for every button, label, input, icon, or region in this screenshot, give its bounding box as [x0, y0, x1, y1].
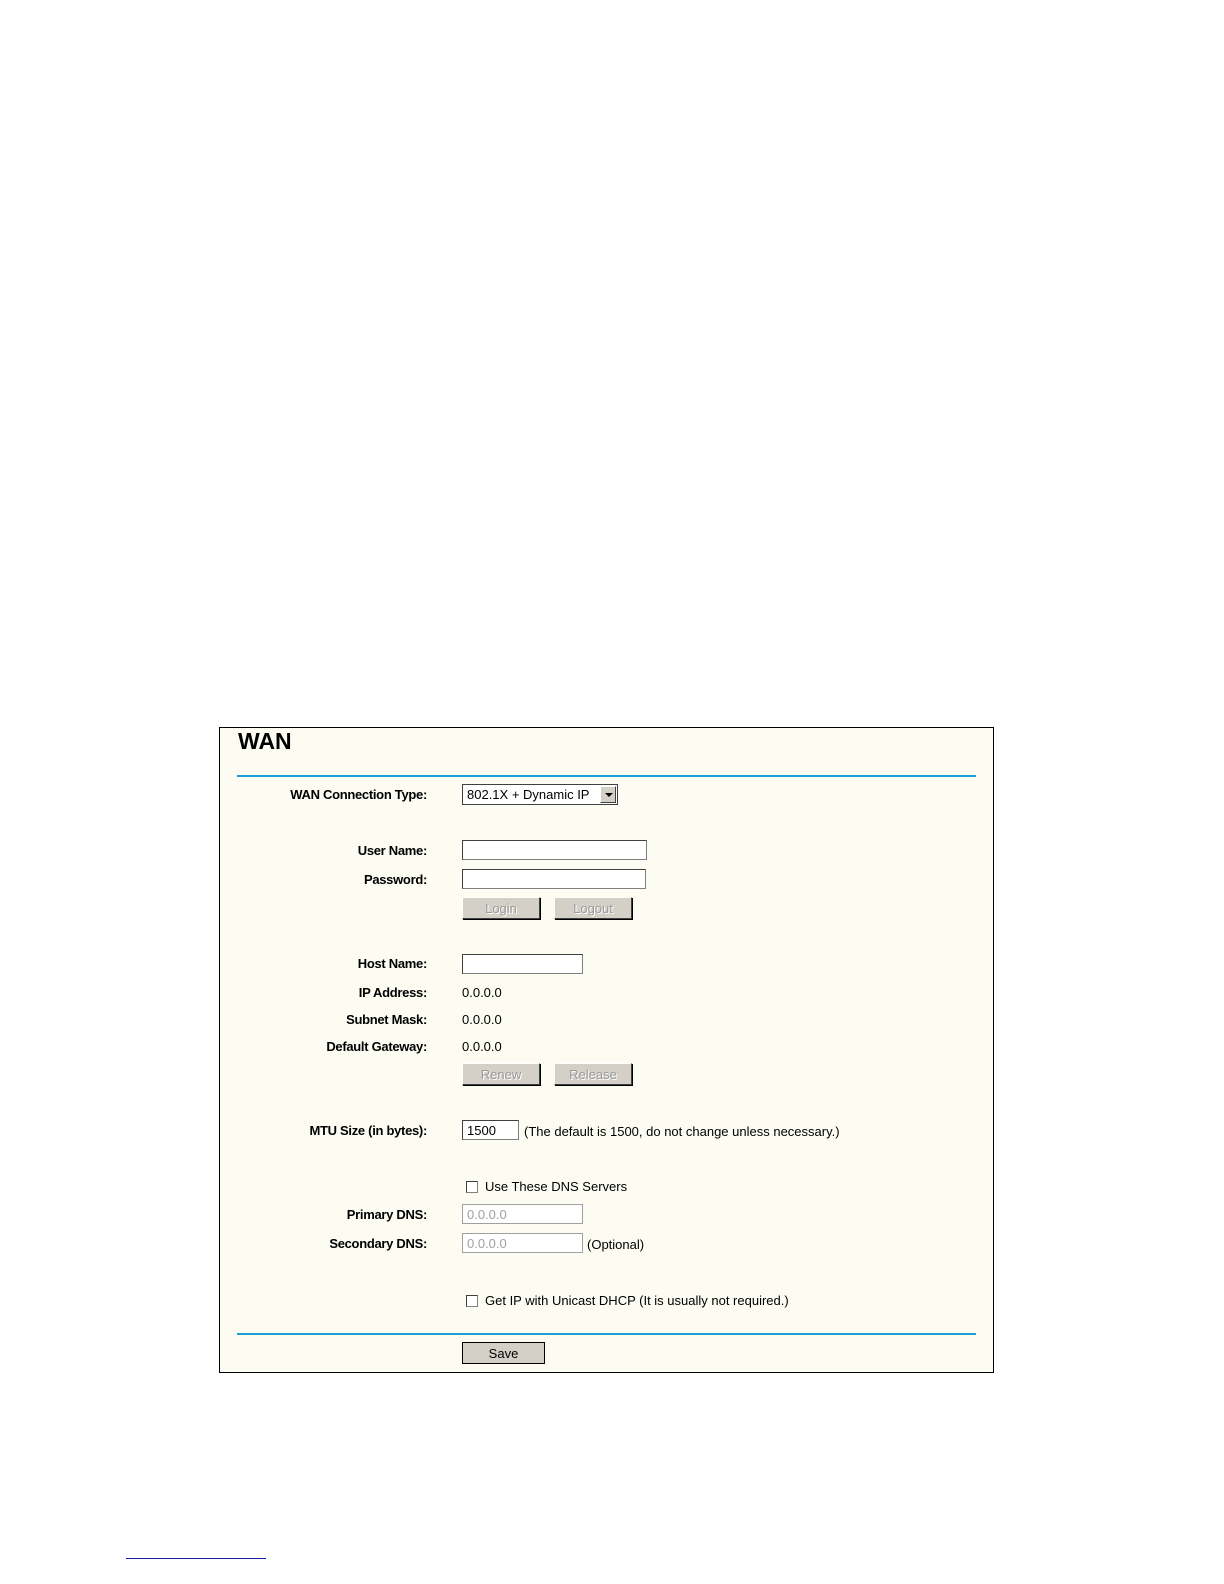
- page-title: WAN: [238, 728, 292, 754]
- subnet-mask-label: Subnet Mask:: [346, 1012, 427, 1027]
- connection-type-label: WAN Connection Type:: [290, 787, 427, 802]
- secondary-dns-input[interactable]: [462, 1233, 583, 1253]
- wan-panel: [219, 727, 994, 1373]
- password-label: Password:: [363, 872, 427, 887]
- primary-dns-input[interactable]: [462, 1204, 583, 1224]
- use-dns-label: Use These DNS Servers: [485, 1179, 628, 1194]
- renew-button[interactable]: Renew: [462, 1063, 540, 1085]
- connection-type-value: 802.1X + Dynamic IP: [467, 787, 590, 802]
- unicast-dhcp-label: Get IP with Unicast DHCP (It is usually not required.): [485, 1293, 789, 1308]
- default-gateway-label: Default Gateway:: [326, 1039, 427, 1054]
- password-input[interactable]: [462, 869, 646, 889]
- secondary-dns-label: Secondary DNS:: [329, 1236, 427, 1251]
- footnote-divider: [126, 1558, 266, 1559]
- logout-button[interactable]: Logout: [554, 897, 632, 919]
- host-name-label: Host Name:: [357, 956, 427, 971]
- host-name-input[interactable]: [462, 954, 583, 974]
- unicast-dhcp-checkbox[interactable]: [466, 1295, 478, 1307]
- release-button[interactable]: Release: [554, 1063, 632, 1085]
- ip-address-label: IP Address:: [358, 985, 427, 1000]
- bottom-divider: [237, 1333, 976, 1335]
- ip-address-value: 0.0.0.0: [462, 985, 502, 1000]
- mtu-input[interactable]: [462, 1120, 519, 1140]
- login-button[interactable]: Login: [462, 897, 540, 919]
- chevron-down-icon[interactable]: [600, 786, 616, 803]
- primary-dns-label: Primary DNS:: [346, 1207, 427, 1222]
- mtu-label: MTU Size (in bytes):: [309, 1123, 427, 1138]
- save-button[interactable]: Save: [462, 1342, 545, 1364]
- subnet-mask-value: 0.0.0.0: [462, 1012, 502, 1027]
- use-dns-checkbox[interactable]: [466, 1181, 478, 1193]
- secondary-dns-note: (Optional): [587, 1237, 645, 1252]
- top-divider: [237, 775, 976, 777]
- user-name-label: User Name:: [357, 843, 427, 858]
- user-name-input[interactable]: [462, 840, 647, 860]
- connection-type-select[interactable]: [462, 784, 618, 805]
- default-gateway-value: 0.0.0.0: [462, 1039, 502, 1054]
- mtu-note: (The default is 1500, do not change unless necessary.): [524, 1124, 840, 1139]
